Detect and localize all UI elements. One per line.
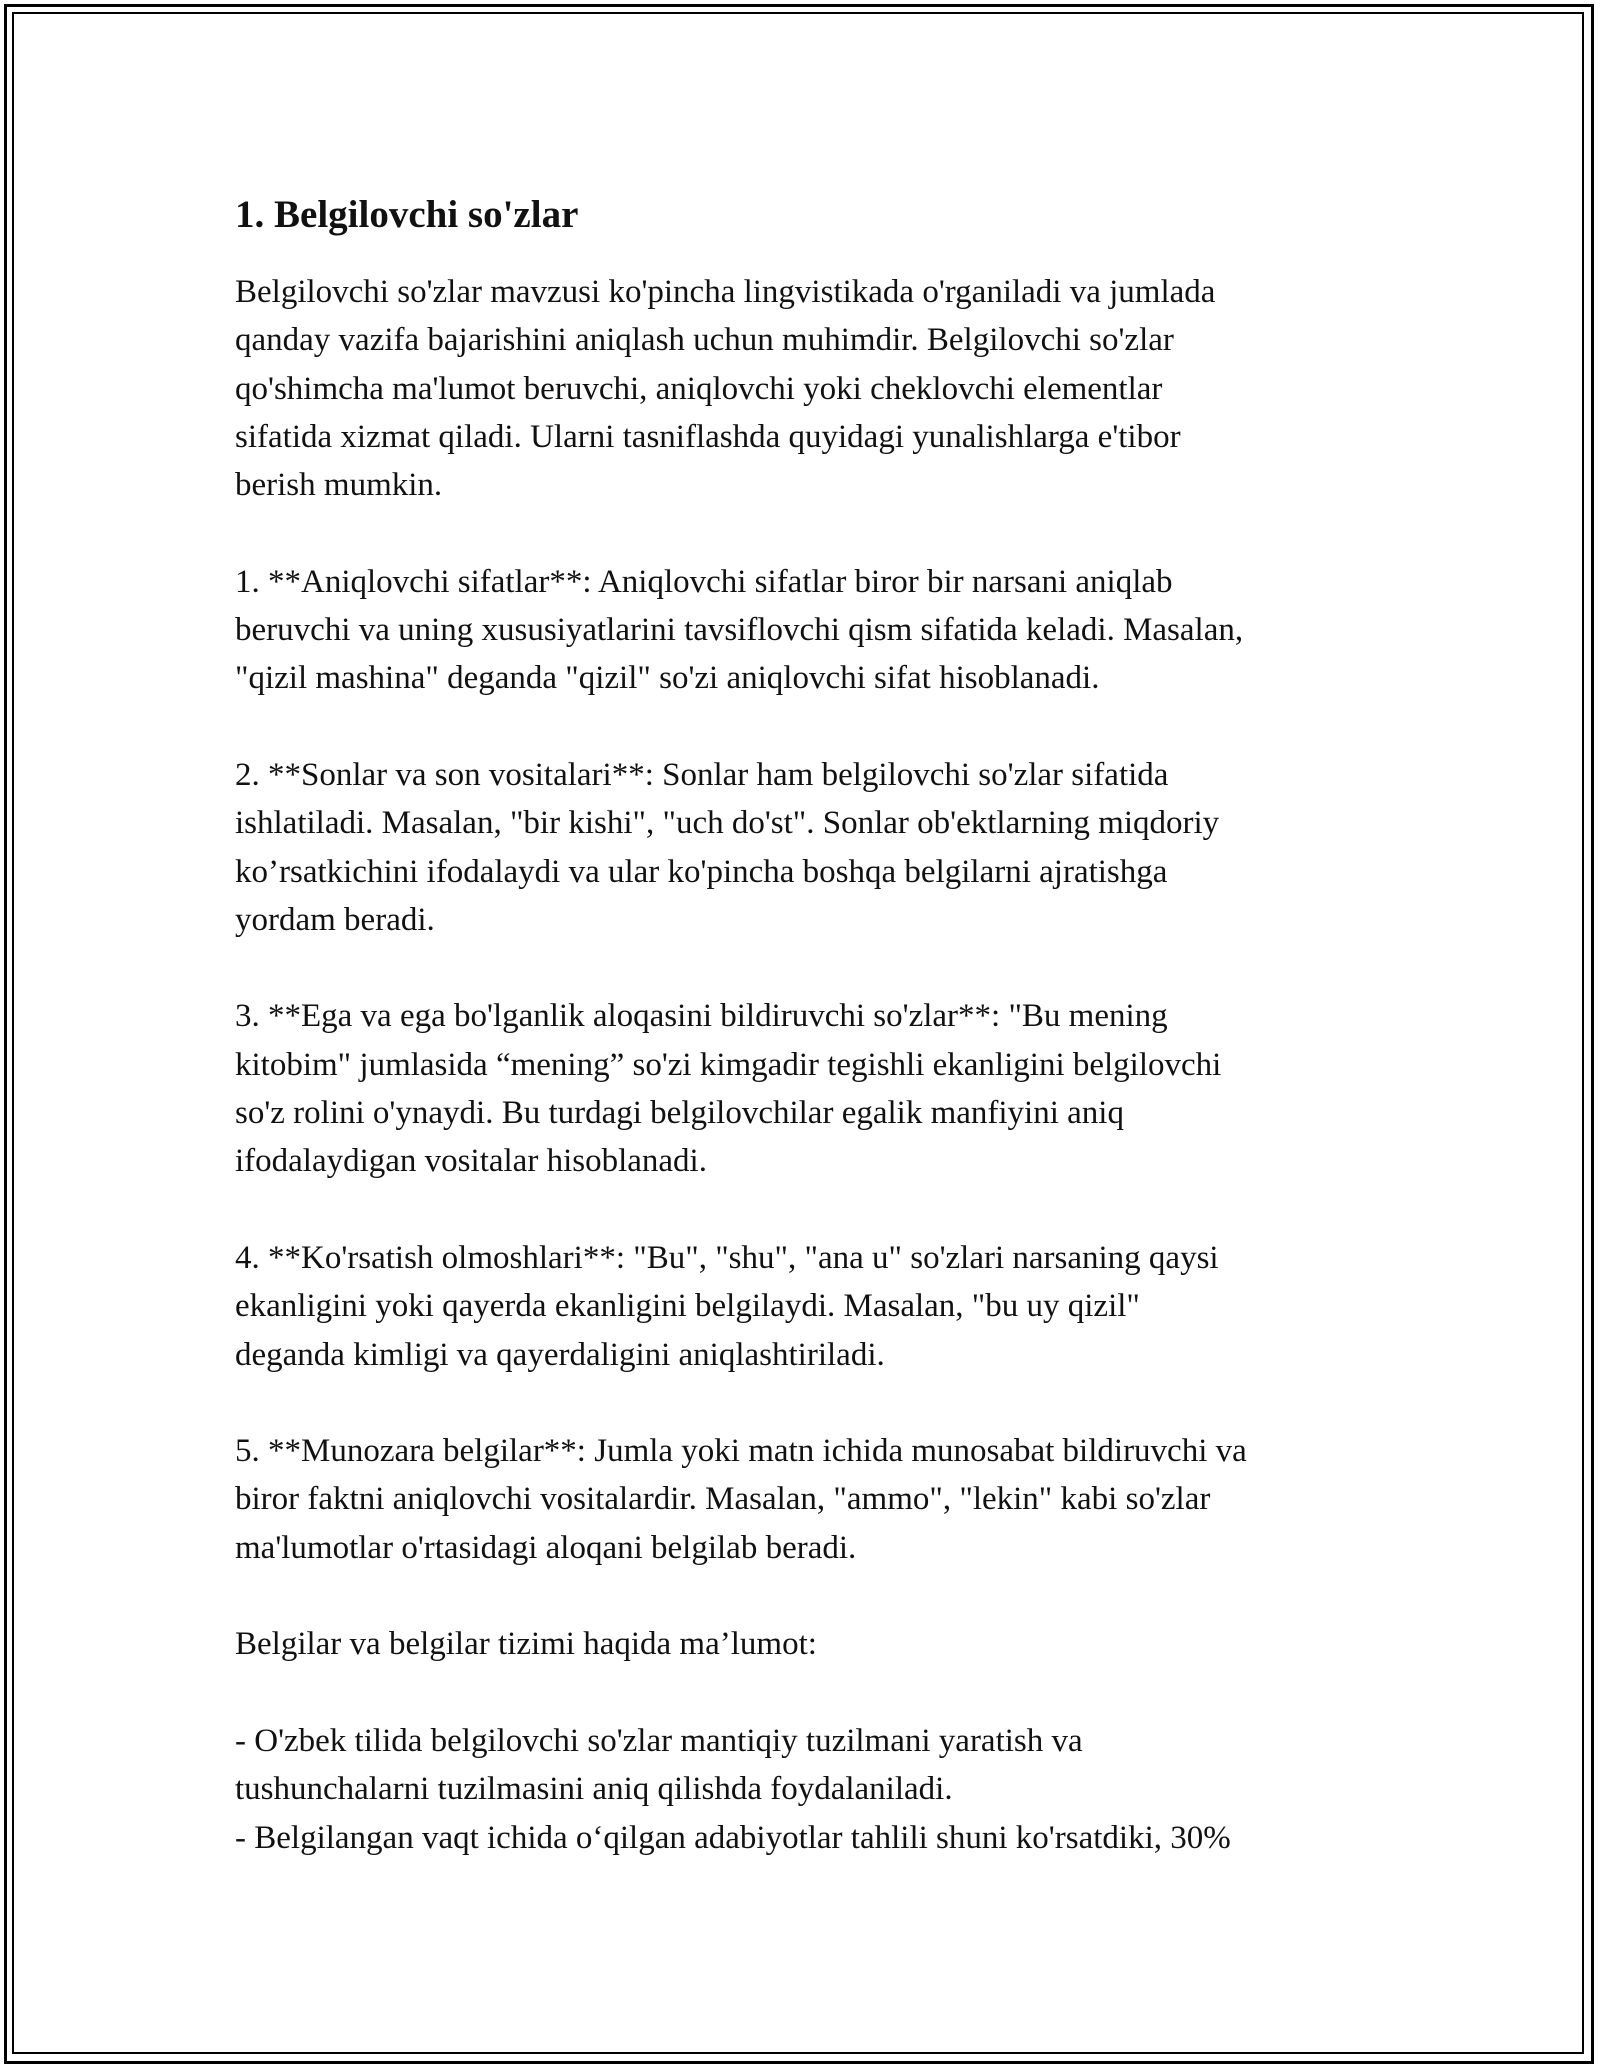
summary-heading: Belgilar va belgilar tizimi haqida ma’lumot: (235, 1626, 817, 1663)
paragraph-gap (235, 509, 1375, 557)
list-item-4: 4. **Ko'rsatish olmoshlari**: "Bu", "shu", "ana u" so'zlari narsaning qaysi ekanligini yoki qayerda ekanligini belgilaydi. Masalan, "bu uy qizil" deganda kimligi va qayerdaligini aniqlashtiriladi. (235, 1239, 1219, 1373)
paragraph-gap (235, 1572, 1375, 1620)
document-body (235, 190, 1375, 1862)
paragraph-gap (235, 1186, 1375, 1234)
paragraph-gap (235, 1669, 1375, 1717)
list-item-3: 3. **Ega va ega bo'lganlik aloqasini bildiruvchi so'zlar**: "Bu mening kitobim" jumlasida “mening” so'zi kimgadir tegishli ekanligini belgilovchi so'z rolini o'ynaydi. Bu turdagi belgilovchilar egalik manfiyini aniq ifodalaydigan vositalar hisoblanadi. (235, 998, 1222, 1180)
paragraph-gap (235, 1379, 1375, 1427)
intro-paragraph: Belgilovchi so'zlar mavzusi ko'pincha lingvistikada o'rganiladi va jumlada qanday vazifa bajarishini aniqlash uchun muhimdir. Belgilovchi so'zlar qo'shimcha ma'lumot beruvchi, aniqlovchi yoki cheklovchi elementlar sifatida xizmat qiladi. Ularni tasniflashda quyidagi yunalishlarga e'tibor berish mumkin. (235, 274, 1216, 504)
list-item-2: 2. **Sonlar va son vositalari**: Sonlar ham belgilovchi so'zlar sifatida ishlatiladi. Masalan, "bir kishi", "uch do'st". Sonlar ob'ektlarning miqdoriy ko’rsatkichini ifodalaydi va ular ko'pincha boshqa belgilarni ajratishga yordam beradi. (235, 756, 1220, 938)
paragraph-gap (235, 703, 1375, 751)
list-item-5: 5. **Munozara belgilar**: Jumla yoki matn ichida munosabat bildiruvchi va biror faktni aniqlovchi vositalardir. Masalan, "ammo", "lekin" kabi so'zlar ma'lumotlar o'rtasidagi aloqani belgilab beradi. (235, 1433, 1247, 1566)
list-item-1: 1. **Aniqlovchi sifatlar**: Aniqlovchi sifatlar biror bir narsani aniqlab beruvchi va uning xususiyatlarini tavsiflovchi qism sifatida keladi. Masalan, "qizil mashina" deganda "qizil" so'zi aniqlovchi sifat hisoblanadi. (235, 563, 1244, 697)
paragraph-gap (235, 944, 1375, 992)
bullet-list: - O'zbek tilida belgilovchi so'zlar mantiqiy tuzilmani yaratish va tushunchalarni tuzilmasini aniq qilishda foydalaniladi. - Belgilangan vaqt ichida o‘qilgan adabiyotlar tahlili shuni ko'rsatdiki, 30% (235, 1722, 1231, 1856)
section-heading: 1. Belgilovchi so'zlar (235, 193, 579, 236)
